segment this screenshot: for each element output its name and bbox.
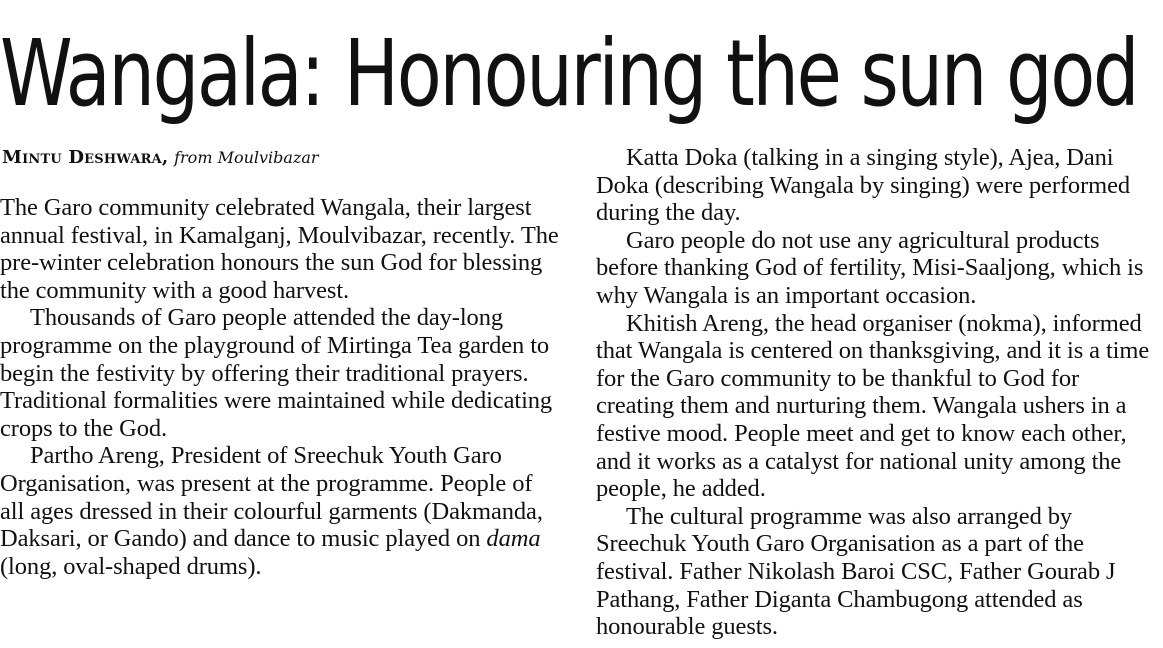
left-column xyxy=(0,194,560,580)
byline-location: from Moulvibazar xyxy=(174,148,319,167)
paragraph: Khitish Areng, the head organiser (nokma), informed that Wangala is centered on thanksgiving, and it is a time for the Garo community to be thankful to God for creating them and nurturing them. Wangala ushers in a festive mood. People meet and get to know each other, and it works as a catalyst for national unity among the people, he added. xyxy=(596,309,1150,503)
paragraph: Garo people do not use any agricultural products before thanking God of fertility, Misi-Saaljong, which is why Wangala is an important occasion. xyxy=(596,226,1144,309)
paragraph-text: Partho Areng, President of Sreechuk Youth Garo Organisation, was present at the programme. People of all ages dressed in their colourful garments (Dakmanda, Daksari, or Gando) and dance to music played on xyxy=(0,442,543,553)
paragraph xyxy=(0,442,560,580)
byline-author: Mintu Deshwara, xyxy=(2,147,169,168)
paragraph: The cultural programme was also arranged by Sreechuk Youth Garo Organisation as a part of the festival. Father Nikolash Baroi CSC, Father Gourab J Pathang, Father Diganta Chambugong attended as honourable guests. xyxy=(596,502,1116,641)
paragraph: Katta Doka (talking in a singing style), Ajea, Dani Doka (describing Wangala by singing) were performed during the day. xyxy=(596,144,1131,227)
right-column xyxy=(596,144,1163,641)
article-headline: Wangala: Honouring the sun god xyxy=(0,20,1138,127)
paragraph: The Garo community celebrated Wangala, their largest annual festival, in Kamalganj, Moulvibazar, recently. The pre-winter celebration honours the sun God for blessing the community with a good harvest. xyxy=(0,194,559,304)
paragraph-italic-term: dama xyxy=(486,525,541,553)
byline xyxy=(2,147,319,169)
paragraph-text: (long, oval-shaped drums). xyxy=(0,552,262,580)
paragraph: Thousands of Garo people attended the day-long programme on the playground of Mirtinga Tea garden to begin the festivity by offering their traditional prayers. Traditional formalities were maintained while dedicating crops to the God. xyxy=(0,304,553,442)
